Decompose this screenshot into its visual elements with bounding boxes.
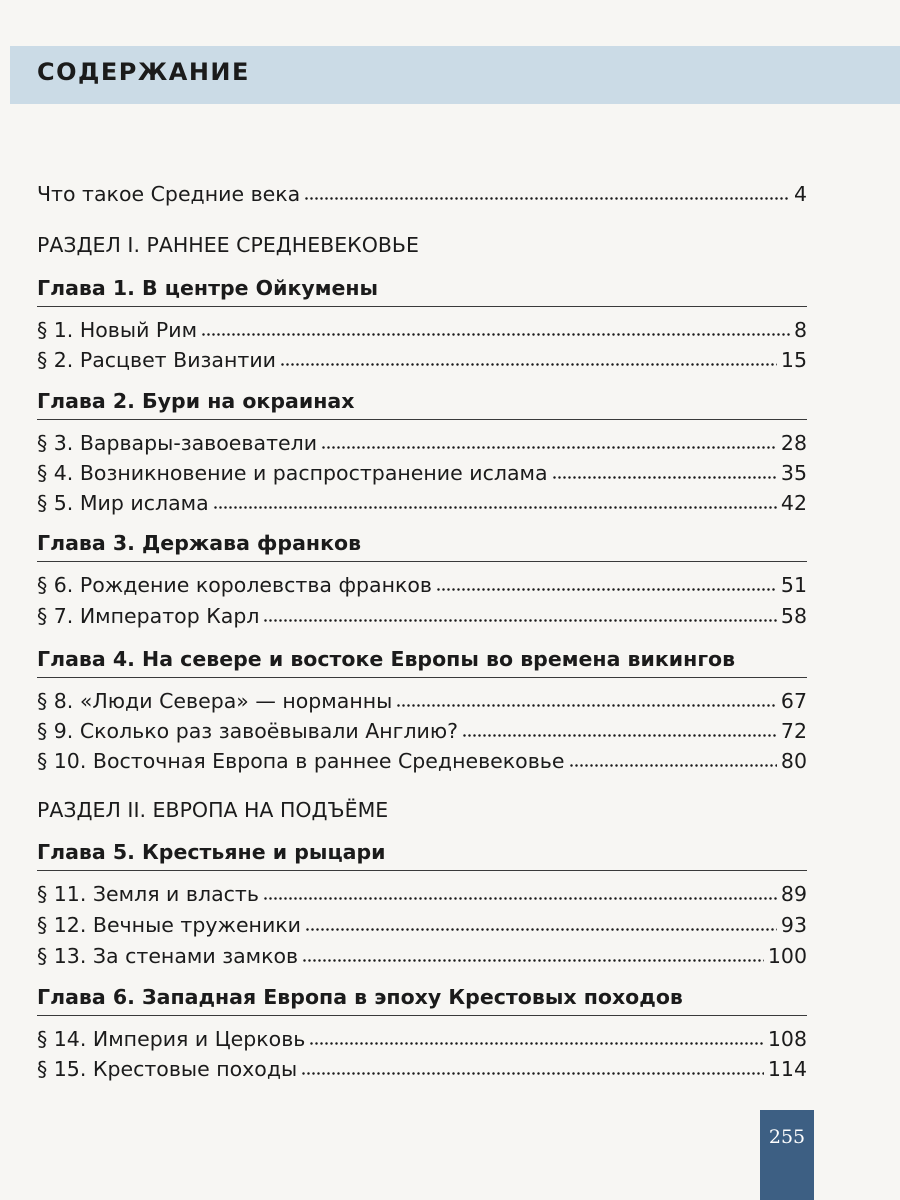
toc-entry-label: § 7. Император Карл	[37, 604, 260, 628]
toc-entry-page: 108	[767, 1027, 807, 1051]
toc-entry-page: 28	[780, 431, 807, 455]
toc-entry	[37, 1051, 807, 1081]
dot-leader	[263, 618, 776, 623]
section-heading-2: РАЗДЕЛ II. ЕВРОПА НА ПОДЪЁМЕ	[37, 798, 389, 822]
toc-entry-page: 4	[793, 182, 807, 206]
dot-leader	[301, 1071, 764, 1076]
toc-entry-page: 15	[780, 348, 807, 372]
toc-entry-label: § 13. За стенами замков	[37, 944, 299, 968]
toc-entry-page: 72	[780, 719, 807, 743]
toc-entry-intro	[37, 176, 807, 206]
toc-entry	[37, 743, 807, 773]
toc-entry	[37, 683, 807, 713]
toc-entry-label: § 9. Сколько раз завоёвывали Англию?	[37, 719, 459, 743]
toc-entry-label: § 10. Восточная Европа в раннее Средневековье	[37, 749, 565, 773]
toc-entry-page: 51	[780, 573, 807, 597]
dot-leader	[396, 703, 777, 708]
toc-entry-page: 80	[780, 749, 807, 773]
chapter-heading-1: Глава 1. В центре Ойкумены	[37, 276, 379, 300]
dot-leader	[436, 587, 777, 592]
toc-entry-label: § 8. «Люди Севера» — норманны	[37, 689, 393, 713]
toc-entry-page: 114	[767, 1057, 807, 1081]
dot-leader	[263, 896, 777, 901]
toc-entry-page: 42	[780, 491, 807, 515]
chapter-underline	[37, 561, 807, 562]
page-number: 255	[768, 1126, 806, 1148]
toc-entry-page: 93	[780, 913, 807, 937]
toc-entry	[37, 713, 807, 743]
dot-leader	[305, 927, 777, 932]
dot-leader	[280, 362, 777, 367]
dot-leader	[213, 505, 777, 510]
chapter-heading-5: Глава 5. Крестьяне и рыцари	[37, 840, 386, 864]
dot-leader	[201, 332, 790, 337]
toc-entry-label: § 15. Крестовые походы	[37, 1057, 298, 1081]
toc-entry-page: 67	[780, 689, 807, 713]
toc-entry	[37, 938, 807, 968]
toc-entry-page: 8	[793, 318, 807, 342]
toc-entry-page: 58	[780, 604, 807, 628]
chapter-underline	[37, 419, 807, 420]
toc-entry	[37, 598, 807, 628]
dot-leader	[462, 733, 777, 738]
toc-entry-label: § 5. Мир ислама	[37, 491, 209, 515]
dot-leader	[304, 196, 790, 201]
toc-entry-page: 100	[767, 944, 807, 968]
toc-entry-label: Что такое Средние века	[37, 182, 301, 206]
chapter-underline	[37, 306, 807, 307]
toc-entry	[37, 907, 807, 937]
toc-entry	[37, 455, 807, 485]
toc-entry	[37, 1021, 807, 1051]
toc-entry-page: 35	[780, 461, 807, 485]
page-number-tab	[760, 1110, 814, 1200]
toc-entry-label: § 6. Рождение королевства франков	[37, 573, 433, 597]
dot-leader	[552, 475, 777, 480]
toc-entry-label: § 14. Империя и Церковь	[37, 1027, 306, 1051]
dot-leader	[309, 1041, 764, 1046]
toc-entry-page: 89	[780, 882, 807, 906]
chapter-heading-6: Глава 6. Западная Европа в эпоху Крестовых походов	[37, 985, 683, 1009]
toc-entry-label: § 11. Земля и власть	[37, 882, 259, 906]
dot-leader	[569, 763, 777, 768]
toc-entry	[37, 425, 807, 455]
toc-entry	[37, 876, 807, 906]
chapter-underline	[37, 870, 807, 871]
toc-entry	[37, 312, 807, 342]
dot-leader	[302, 958, 764, 963]
toc-entry-label: § 12. Вечные труженики	[37, 913, 301, 937]
chapter-heading-3: Глава 3. Держава франков	[37, 531, 362, 555]
toc-entry	[37, 485, 807, 515]
toc-entry-label: § 3. Варвары-завоеватели	[37, 431, 318, 455]
toc-entry	[37, 342, 807, 372]
toc-entry-label: § 4. Возникновение и распространение ислама	[37, 461, 548, 485]
toc-entry-label: § 1. Новый Рим	[37, 318, 198, 342]
dot-leader	[321, 445, 777, 450]
page-title: СОДЕРЖАНИЕ	[37, 58, 250, 86]
chapter-underline	[37, 677, 807, 678]
chapter-heading-2: Глава 2. Бури на окраинах	[37, 389, 355, 413]
chapter-heading-4: Глава 4. На севере и востоке Европы во времена викингов	[37, 647, 736, 671]
section-heading-1: РАЗДЕЛ I. РАННЕЕ СРЕДНЕВЕКОВЬЕ	[37, 233, 419, 257]
chapter-underline	[37, 1015, 807, 1016]
toc-entry-label: § 2. Расцвет Византии	[37, 348, 276, 372]
toc-entry	[37, 567, 807, 597]
